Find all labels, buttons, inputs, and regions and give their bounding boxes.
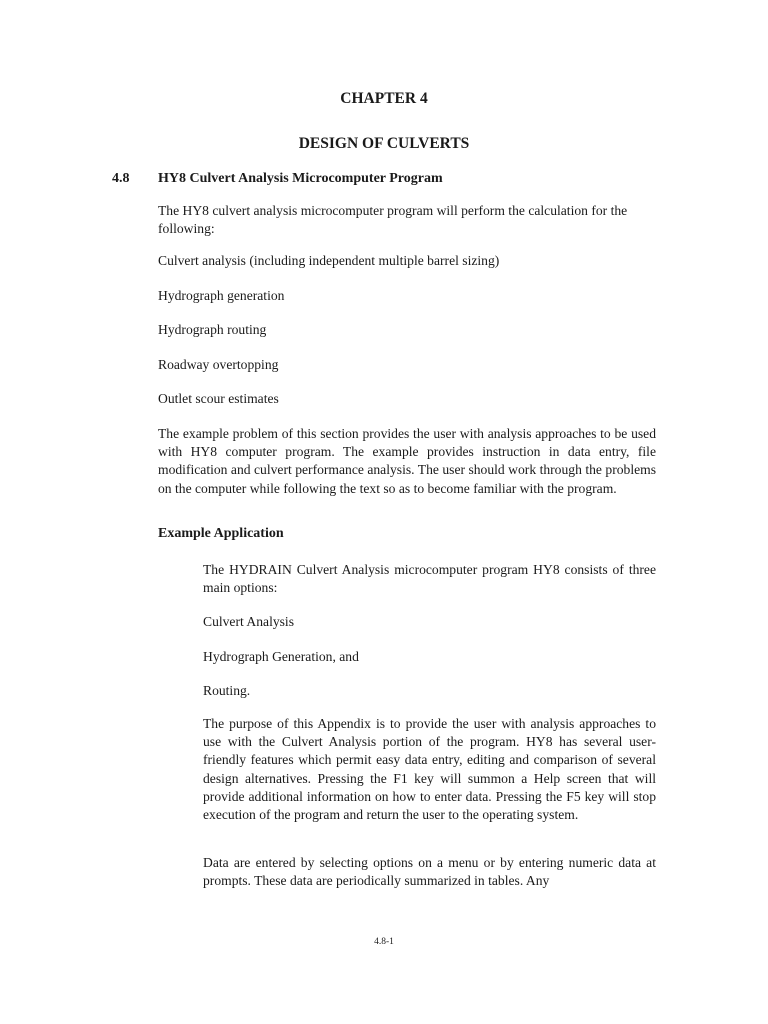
list-item: Hydrograph generation — [158, 288, 285, 303]
section-intro-paragraph: The HY8 culvert analysis microcomputer program will perform the calculation for the following: — [158, 203, 628, 237]
option-item: Culvert Analysis — [203, 614, 295, 629]
example-problem-paragraph: The example problem of this section provides the user with analysis approaches to be used with HY8 computer program. The example provides instruction in data entry, file modification and culvert performance analysis. The user should work through the problems on the computer while following the text so as to become familiar with the program. — [158, 426, 656, 496]
list-item: Culvert analysis (including independent multiple barrel sizing) — [158, 253, 500, 268]
chapter-title: DESIGN OF CULVERTS — [298, 135, 470, 152]
purpose-paragraph: The purpose of this Appendix is to provide the user with analysis approaches to use with the Culvert Analysis portion of the program. HY8 has several user-friendly features which permit easy data entry, editing and comparison of several design alternatives. Pressing the F1 key will summon a Help screen that will provide additional information on how to enter data. Pressing the F5 key will stop execution of the program and return the user to the operating system. — [203, 716, 656, 823]
option-item: Routing. — [203, 683, 251, 698]
list-item: Hydrograph routing — [158, 322, 267, 337]
data-entry-paragraph: Data are entered by selecting options on a menu or by entering numeric data at prompts. These data are periodically summarized in tables. Any — [203, 855, 656, 889]
list-item: Outlet scour estimates — [158, 391, 279, 406]
option-item: Hydrograph Generation, and — [203, 649, 359, 664]
page-number: 4.8-1 — [374, 937, 394, 947]
example-intro-paragraph: The HYDRAIN Culvert Analysis microcomputer program HY8 consists of three main options: — [203, 562, 656, 596]
list-item: Roadway overtopping — [158, 357, 279, 372]
section-title: HY8 Culvert Analysis Microcomputer Program — [158, 171, 443, 186]
chapter-heading: CHAPTER 4 — [340, 90, 428, 107]
section-number: 4.8 — [112, 171, 130, 186]
example-application-heading: Example Application — [158, 526, 284, 541]
